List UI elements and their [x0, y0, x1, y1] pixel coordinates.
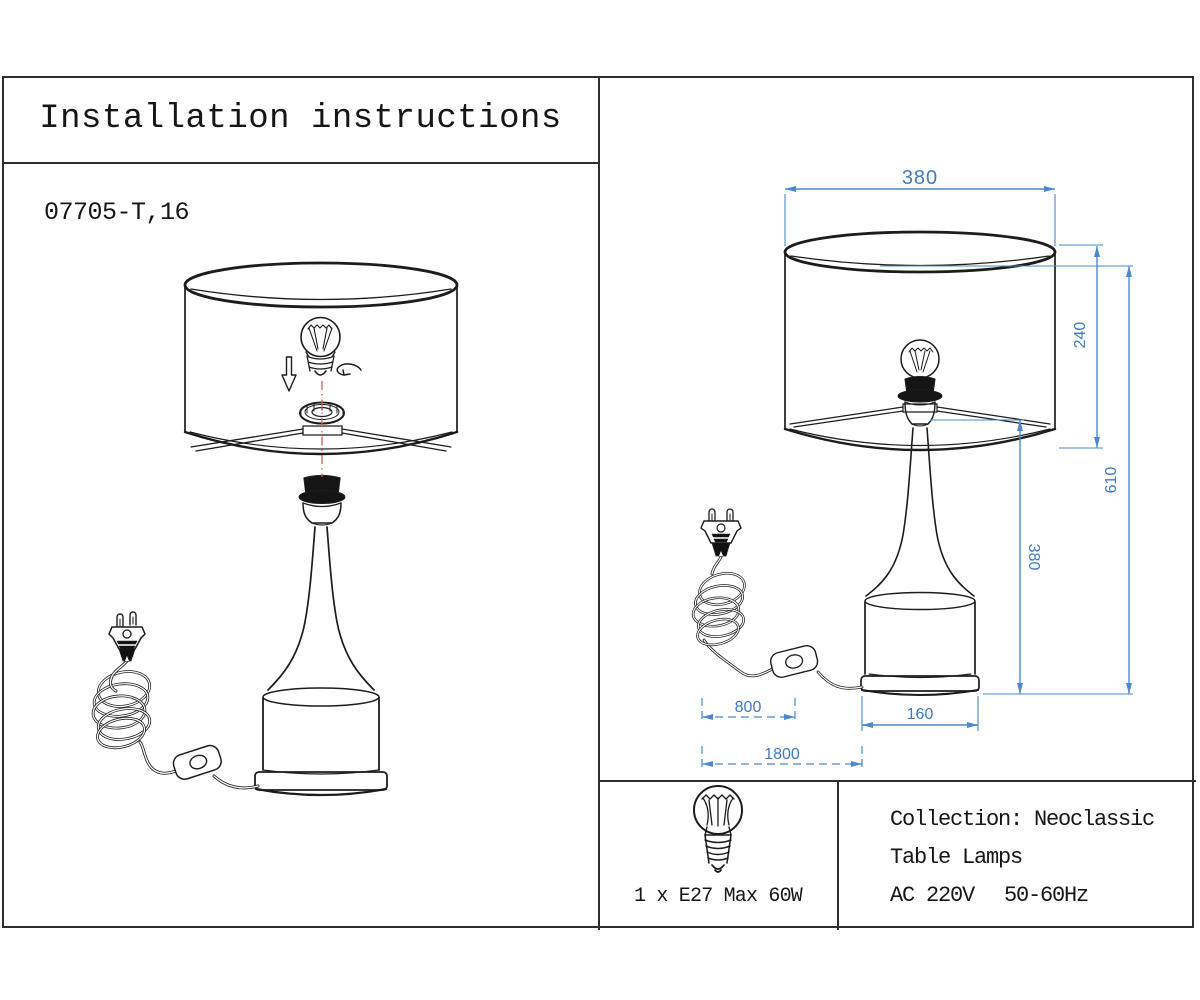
power-plug-icon — [109, 612, 145, 661]
model-number: 07705-T,16 — [44, 198, 190, 227]
power-cord-dim — [691, 509, 862, 688]
light-bulb — [301, 318, 340, 376]
lamp-body — [255, 527, 387, 795]
down-arrow-icon — [282, 357, 296, 391]
category-label: Table Lamps — [890, 845, 1023, 870]
spec-cell-divider — [837, 780, 839, 930]
power-plug-dim — [701, 509, 741, 556]
assembly-exploded-view — [2, 164, 599, 930]
dim-shade-width: 380 — [901, 167, 939, 189]
page-title: Installation instructions — [39, 100, 562, 138]
bulb-rating: 1 x E27 Max 60W — [633, 885, 803, 908]
lamp-socket-dim — [898, 377, 942, 427]
cord-coil — [92, 667, 153, 752]
frequency-label: 50-60Hz — [1004, 883, 1089, 908]
dim-plug-to-switch: 800 — [734, 699, 762, 716]
power-label — [890, 877, 1194, 915]
inline-switch-dim — [769, 644, 820, 679]
dim-body-height: 380 — [1025, 543, 1042, 571]
lamp-body-dim — [861, 428, 979, 695]
dim-shade-height: 240 — [1072, 321, 1089, 349]
lamp-socket — [299, 476, 345, 526]
power-cord — [92, 612, 258, 788]
dimension-lines — [702, 189, 1133, 770]
dim-cord-length: 1800 — [764, 746, 800, 763]
shade-spider — [191, 426, 451, 451]
cord-coil-dim — [691, 568, 748, 649]
rotate-arrow-icon — [337, 364, 361, 375]
dim-total-height: 610 — [1103, 466, 1120, 494]
bulb-spec-cell — [601, 783, 835, 928]
product-spec-cell — [840, 781, 1194, 928]
lamp-shade-dim — [785, 232, 1055, 450]
dimension-drawing — [599, 76, 1196, 781]
collection-label: Collection: Neoclassic — [890, 807, 1155, 832]
dim-base-width: 160 — [906, 706, 934, 723]
bulb-icon — [692, 783, 744, 883]
light-bulb-dim — [901, 340, 939, 378]
voltage-label: AC 220V — [890, 883, 975, 908]
